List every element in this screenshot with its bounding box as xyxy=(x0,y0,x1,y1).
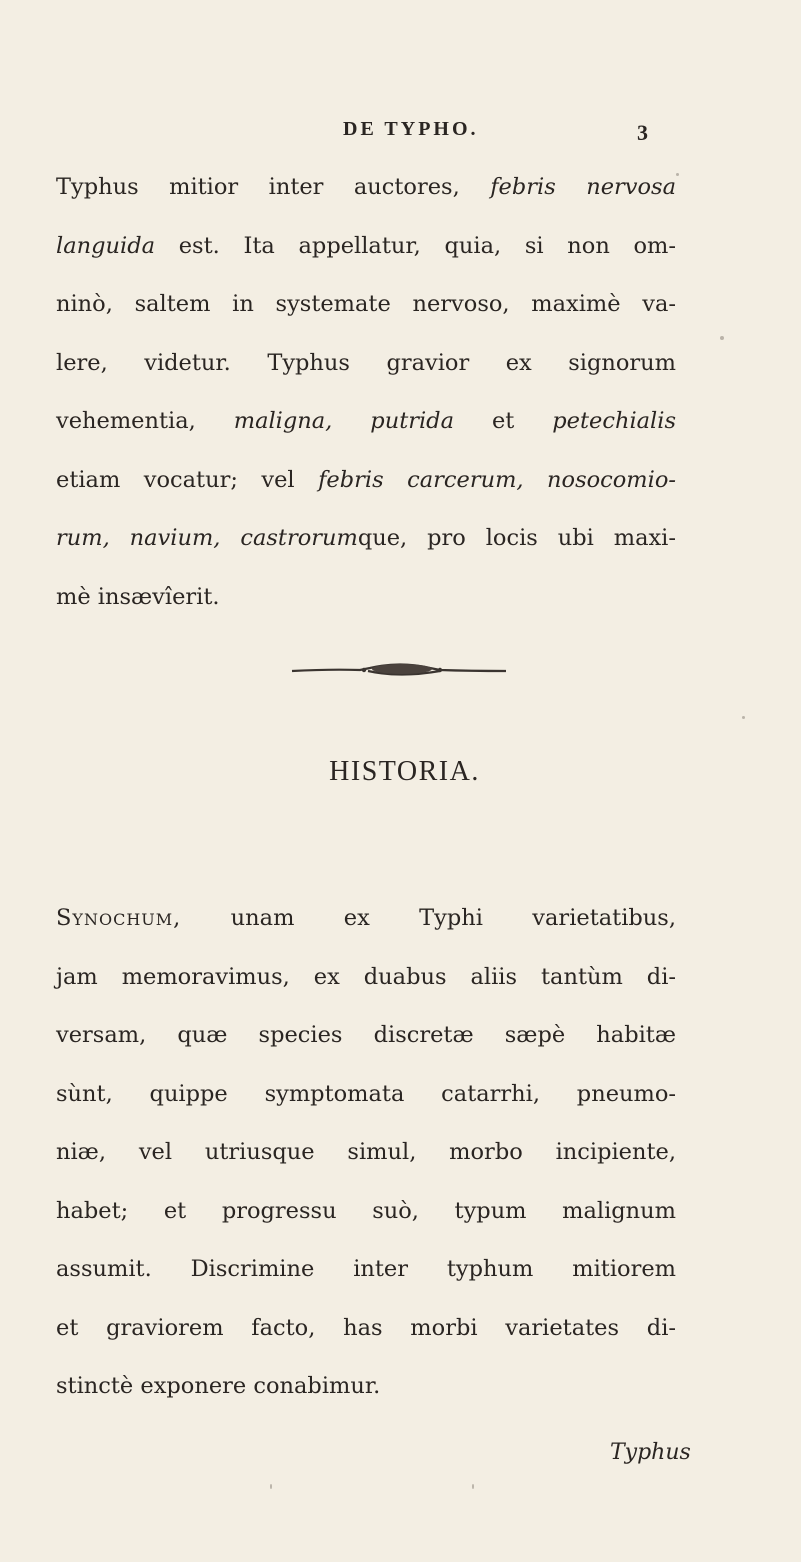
ornamental-rule xyxy=(290,656,510,684)
text-line: ninò, saltem in systemate nervoso, maximè va- xyxy=(56,291,676,317)
page-number: 3 xyxy=(637,120,648,145)
text-line: mè insævîerit. xyxy=(56,583,220,610)
text-line: stinctè exponere conabimur. xyxy=(56,1373,381,1399)
text-line: versam, quæ species discretæ sæpè habitæ xyxy=(56,1022,676,1048)
paper-speck xyxy=(676,173,679,176)
text-line: habet; et progressu suò, typum malignum xyxy=(56,1197,676,1224)
text-line: etiam vocatur; vel febris carcerum, nosocomio- xyxy=(56,466,676,493)
text-line: sùnt, quippe symptomata catarrhi, pneumo- xyxy=(56,1080,676,1107)
lead-word: Synochum, xyxy=(56,905,182,931)
text-line: assumit. Discrimine inter typhum mitiorem xyxy=(56,1256,676,1282)
section-heading: HISTORIA. xyxy=(329,756,480,787)
text-line: languida est. Ita appellatur, quia, si non om- xyxy=(56,232,676,259)
text-line: rum, navium, castrorumque, pro locis ubi maxi- xyxy=(56,525,676,551)
running-title: DE TYPHO. xyxy=(343,118,479,140)
paper-speck xyxy=(472,1484,474,1489)
running-head xyxy=(0,118,801,148)
catchword: Typhus xyxy=(610,1440,691,1465)
text-line: et graviorem facto, has morbi varietates di- xyxy=(56,1314,676,1341)
paper-speck xyxy=(720,336,724,340)
paragraph-typhus-mitior xyxy=(56,158,676,626)
text-line: Synochum, unam ex Typhi varietatibus, xyxy=(56,905,676,931)
text-line: lere, videtur. Typhus gravior ex signorum xyxy=(56,349,676,376)
text-line: vehementia, maligna, putrida et petechialis xyxy=(56,408,676,434)
paper-speck xyxy=(270,1484,272,1489)
paragraph-synochum xyxy=(56,889,676,1416)
text-line: jam memoravimus, ex duabus aliis tantùm di- xyxy=(56,963,676,990)
paper-speck xyxy=(742,716,745,719)
text-line: Typhus mitior inter auctores, febris nervosa xyxy=(56,174,677,200)
text-line: niæ, vel utriusque simul, morbo incipiente, xyxy=(56,1139,676,1165)
